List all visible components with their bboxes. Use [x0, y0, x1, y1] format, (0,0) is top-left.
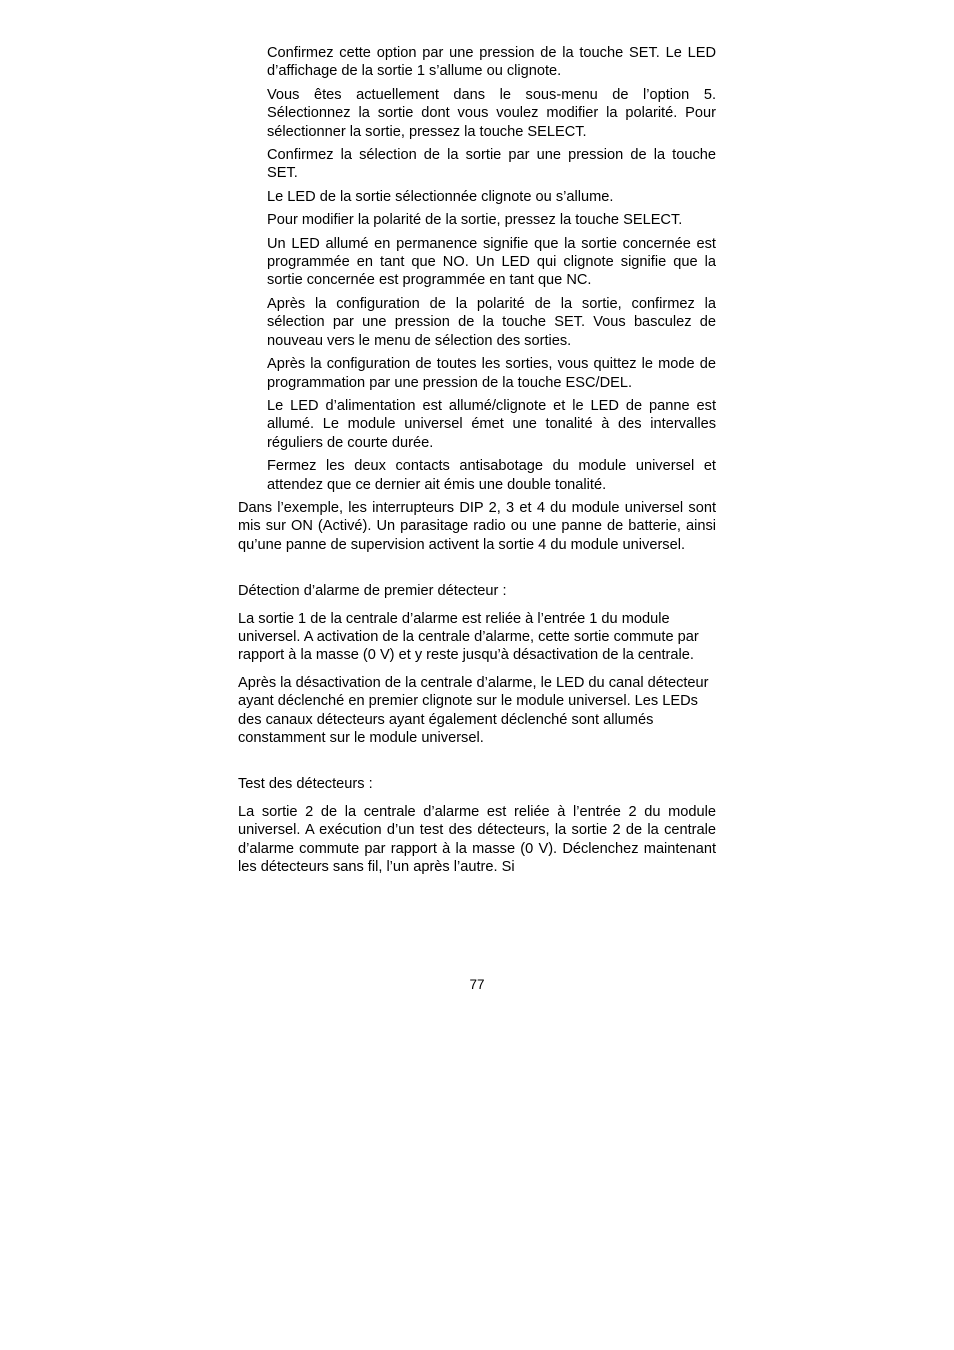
step-paragraph-1: Confirmez cette option par une pression de la touche SET. Le LED d’affichage de la sortie 1 s’allume ou clignote.: [267, 45, 716, 80]
page-number: 77: [469, 977, 485, 992]
detector-test-paragraph-1: La sortie 2 de la centrale d’alarme est reliée à l’entrée 2 du module universel. A exécution d’un test des détecteurs, la sortie 2 de la centrale d’alarme commute par rapport à la masse (0 V). Déclenchez maintenant les détecteurs sans fil, l’un après l’autre. Si: [238, 803, 716, 876]
page-content: [238, 44, 716, 876]
first-detector-paragraph-1: La sortie 1 de la centrale d’alarme est reliée à l’entrée 1 du module universel. A activation de la centrale d’alarme, cette sortie commute par rapport à la masse (0 V) et y reste jusqu’à désactivation de la centrale.: [238, 610, 699, 664]
step-paragraph-10: Fermez les deux contacts antisabotage du module universel et attendez que ce dernier ait émis une double tonalité.: [267, 458, 716, 493]
section-heading-detector-test: Test des détecteurs :: [238, 776, 373, 793]
step-paragraph-7: Après la configuration de la polarité de la sortie, confirmez la sélection par une pression de la touche SET. Vous basculez de nouveau vers le menu de sélection des sorties.: [267, 295, 716, 349]
step-paragraph-9: Le LED d’alimentation est allumé/clignote et le LED de panne est allumé. Le module universel émet une tonalité à des intervalles réguliers de courte durée.: [267, 397, 716, 451]
step-paragraph-8: Après la configuration de toutes les sorties, vous quittez le mode de programmation par une pression de la touche ESC/DEL.: [267, 356, 716, 391]
example-paragraph: Dans l’exemple, les interrupteurs DIP 2, 3 et 4 du module universel sont mis sur ON (Activé). Un parasitage radio ou une panne de batterie, ainsi qu’une panne de supervision activent la sortie 4 du module universel.: [238, 499, 716, 553]
first-detector-paragraph-2: Après la désactivation de la centrale d’alarme, le LED du canal détecteur ayant déclenché en premier clignote sur le module universel. Les LEDs des canaux détecteurs ayant également déclenché sont allumés constamment sur le module universel.: [238, 674, 709, 746]
step-paragraph-5: Pour modifier la polarité de la sortie, pressez la touche SELECT.: [267, 212, 683, 229]
step-paragraph-4: Le LED de la sortie sélectionnée clignote ou s’allume.: [267, 188, 614, 205]
step-paragraph-2: Vous êtes actuellement dans le sous-menu de l’option 5. Sélectionnez la sortie dont vous voulez modifier la polarité. Pour sélectionner la sortie, pressez la touche SELECT.: [267, 86, 716, 140]
step-paragraph-3: Confirmez la sélection de la sortie par une pression de la touche SET.: [267, 147, 716, 182]
section-heading-first-detector: Détection d’alarme de premier détecteur :: [238, 583, 507, 600]
step-paragraph-6: Un LED allumé en permanence signifie que la sortie concernée est programmée en tant que NO. Un LED qui clignote signifie que la sortie concernée est programmée en tant que NC.: [267, 235, 716, 289]
